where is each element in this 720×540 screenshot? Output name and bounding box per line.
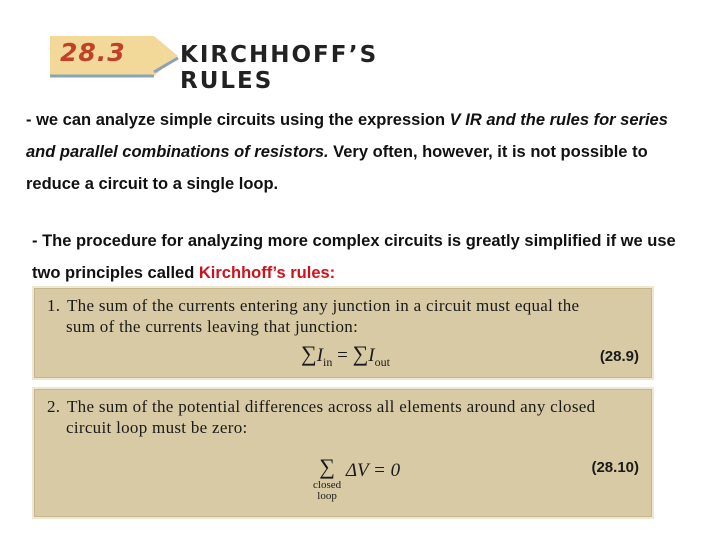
paragraph-procedure (32, 225, 702, 289)
junction-rule-formula (301, 341, 390, 370)
sigma-symbol-2: ∑ (352, 341, 369, 366)
sigma-under-loop: loop (317, 490, 337, 502)
rule-1-box (34, 288, 652, 378)
rule-1-line-1: The sum of the currents entering any junction in a circuit must equal the (67, 296, 580, 315)
sigma-under-closed: closed (313, 479, 342, 491)
sigma-closed-loop (313, 454, 341, 502)
kirchhoff-rules-highlight: Kirchhoff’s rules: (198, 264, 336, 282)
intro-text-3: Very often, however, it is not possible to reduce a circuit to a single loop. (26, 143, 648, 193)
intro-text-2: and the rules for series and parallel combinations of resistors. (26, 111, 668, 161)
subscript-in: in (323, 354, 333, 369)
subscript-out: out (374, 354, 390, 369)
equation-number-28-10: (28.10) (591, 459, 639, 476)
loop-expression: ΔV = 0 (345, 460, 401, 481)
section-title: KIRCHHOFF’S RULES (180, 42, 379, 94)
intro-text-1: - we can analyze simple circuits using the expression (26, 111, 450, 129)
rule-2-box (34, 389, 652, 517)
current-symbol-in: I (316, 345, 324, 366)
rule-1-text (47, 295, 637, 337)
section-header (46, 34, 476, 94)
rule-1-number: 1. (47, 296, 61, 315)
intro-expression: V IR (449, 111, 482, 129)
procedure-text: - The procedure for analyzing more complex circuits is greatly simplified if we use two principles called (32, 232, 676, 282)
paragraph-intro (26, 104, 696, 200)
rule-1-line-2: sum of the currents leaving that junction: (66, 317, 359, 336)
rule-2-line-1: The sum of the potential differences across all elements around any closed (67, 397, 596, 416)
current-symbol-out: I (368, 345, 375, 366)
equation-number-28-9: (28.9) (599, 348, 639, 365)
rule-2-text (47, 396, 637, 438)
loop-rule-formula (313, 454, 400, 502)
equals-sign: = (337, 345, 348, 366)
sigma-symbol: ∑ (301, 341, 317, 366)
section-number: 28.3 (60, 38, 126, 67)
rule-2-line-2: circuit loop must be zero: (66, 418, 248, 437)
sigma-symbol-3: ∑ (319, 454, 335, 479)
rule-2-number: 2. (47, 397, 61, 416)
